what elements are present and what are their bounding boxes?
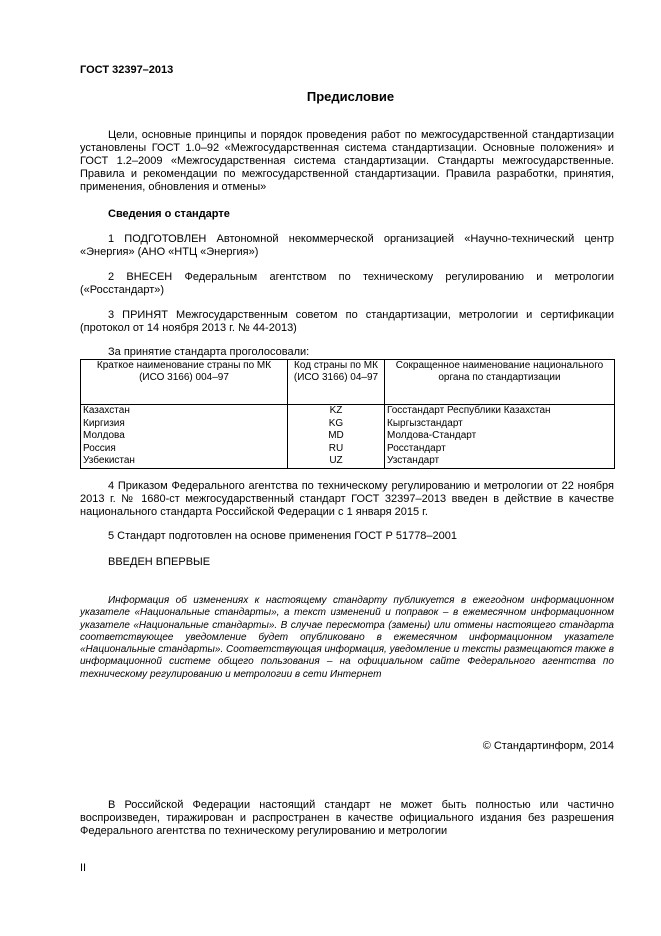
country-cell: Молдова — [81, 430, 288, 443]
code-cell: KG — [288, 418, 385, 431]
header-country: Краткое наименование страны по МК (ИСО 3166) 004–97 — [81, 360, 288, 405]
code-cell: MD — [288, 430, 385, 443]
table-row — [81, 443, 615, 456]
vote-intro: За принятие стандарта проголосовали: — [108, 346, 310, 358]
page-title: Предисловие — [306, 89, 395, 104]
info-notice: Информация об изменениях к настоящему стандарту публикуется в ежегодном информационном указателе «Национальные стандарты», а текст изменений и поправок – в ежемесячном информационном указателе «Национальные стандарты». В случае пересмотра (замены) или отмены настоящего стандарта соответствующее уведомление будет опубликовано в ежемесячном информационном указателе «Национальные стандарты». Соответствующая информация, уведомление и тексты размещаются также в информационной системе общего пользования – на официальном сайте Федерального агентства по техническому регулированию и метрологии в сети Интернет — [80, 595, 614, 680]
body-cell: Росстандарт — [385, 443, 615, 456]
header-code: Код страны по МК (ИСО 3166) 04–97 — [288, 360, 385, 405]
country-cell: Узбекистан — [81, 455, 288, 468]
table-row — [81, 430, 615, 443]
vote-table — [80, 359, 615, 469]
copyright: © Стандартинформ, 2014 — [482, 740, 614, 752]
section-heading: Сведения о стандарте — [108, 208, 230, 220]
code-cell: KZ — [288, 405, 385, 418]
table-row — [81, 455, 615, 468]
body-cell: Молдова-Стандарт — [385, 430, 615, 443]
body-cell: Госстандарт Республики Казахстан — [385, 405, 615, 418]
item-introduced: 2 ВНЕСЕН Федеральным агентством по техническому регулированию и метрологии («Росстандарт») — [80, 271, 614, 296]
item-enactment: 4 Приказом Федерального агентства по техническому регулированию и метрологии от 22 ноября 2013 г. № 1680-ст межгосударственный стандарт ГОСТ 32397–2013 введен в действие в качестве национального стандарта Российской Федерации с 1 января 2015 г. — [80, 480, 614, 518]
code-cell: RU — [288, 443, 385, 456]
table-row — [81, 405, 615, 418]
country-cell: Киргизия — [81, 418, 288, 431]
reproduction-notice: В Российской Федерации настоящий стандарт не может быть полностью или частично воспроизведен, тиражирован и распространен в качестве официального издания без разрешения Федерального агентства по техническому регулированию и метрологии — [80, 799, 614, 837]
country-cell: Россия — [81, 443, 288, 456]
first-introduced: ВВЕДЕН ВПЕРВЫЕ — [108, 556, 211, 568]
item-adopted: 3 ПРИНЯТ Межгосударственным советом по стандартизации, метрологии и сертификации (протокол от 14 ноября 2013 г. № 44-2013) — [80, 309, 614, 334]
header-body: Сокращенное наименование национального органа по стандартизации — [385, 360, 615, 405]
body-cell: Кыргызстандарт — [385, 418, 615, 431]
body-cell: Узстандарт — [385, 455, 615, 468]
document-code: ГОСТ 32397–2013 — [80, 64, 174, 76]
country-cell: Казахстан — [81, 405, 288, 418]
code-cell: UZ — [288, 455, 385, 468]
item-basis: 5 Стандарт подготовлен на основе применения ГОСТ Р 51778–2001 — [108, 530, 458, 542]
item-prepared: 1 ПОДГОТОВЛЕН Автономной некоммерческой организацией «Научно-технический центр «Энергия» (АНО «НТЦ «Энергия») — [80, 233, 614, 258]
intro-paragraph: Цели, основные принципы и порядок проведения работ по межгосударственной стандартизации установлены ГОСТ 1.0–92 «Межгосударственная система стандартизации. Основные положения» и ГОСТ 1.2–2009 «Межгосударственная система стандартизации. Стандарты межгосударственные. Правила и рекомендации по межгосударственной стандартизации. Правила разработки, принятия, применения, обновления и отмены» — [80, 129, 614, 193]
table-row — [81, 418, 615, 431]
vote-table-header — [81, 360, 615, 405]
page-number: II — [80, 862, 87, 874]
